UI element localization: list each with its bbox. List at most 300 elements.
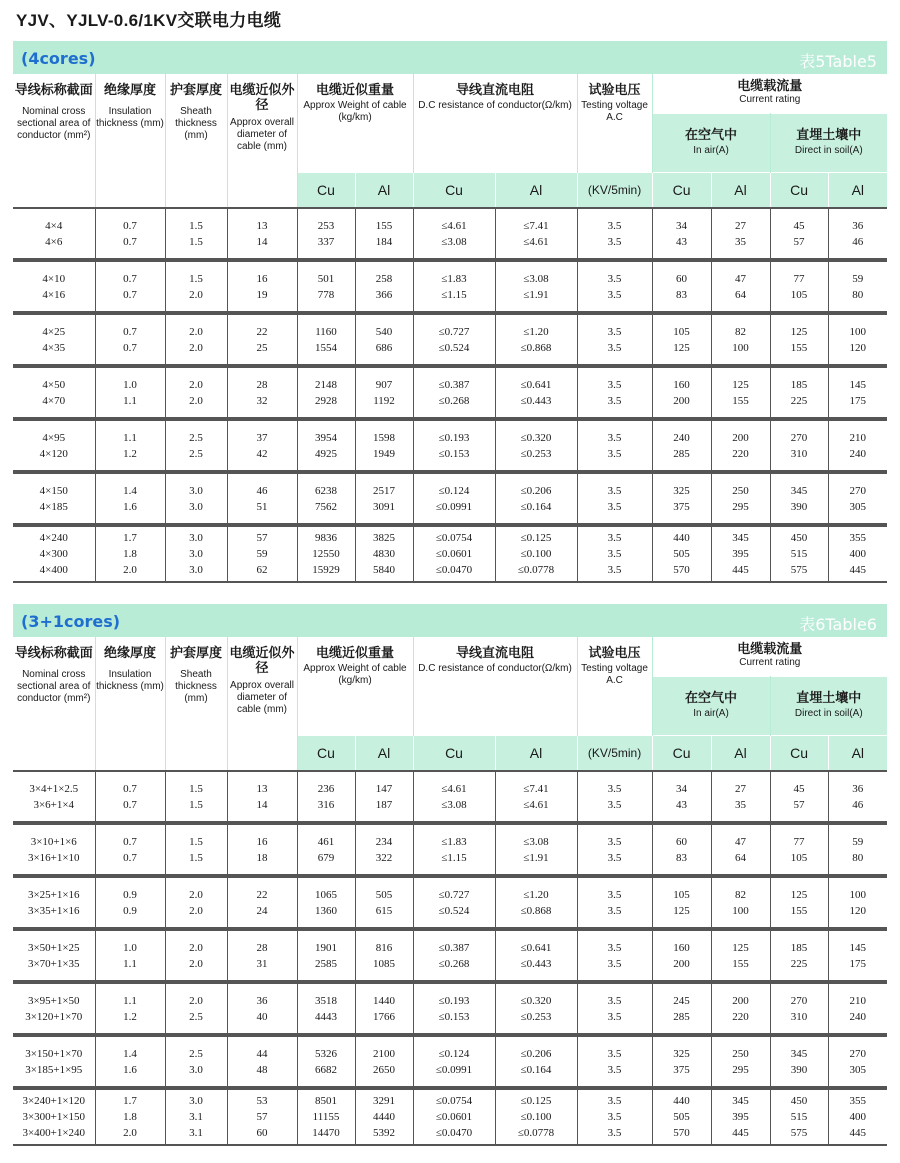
cell-resistance-al <box>495 313 577 366</box>
cell-value: 3.1 <box>189 1111 203 1123</box>
cell-value: 3.5 <box>607 904 622 917</box>
cell-value: 46 <box>852 798 864 811</box>
cell-value: 1766 <box>373 1010 395 1023</box>
cell-insulation <box>95 1035 165 1088</box>
cell-size <box>13 419 95 472</box>
cell-value: 64 <box>735 851 747 864</box>
cell-insulation <box>95 929 165 982</box>
table-number: 表5Table5 <box>799 52 877 71</box>
cell-value: ≤1.20 <box>523 888 549 901</box>
cell-value: ≤0.320 <box>520 431 552 444</box>
cell-value: 44 <box>256 1047 268 1060</box>
cell-value: 3.5 <box>607 1095 622 1107</box>
cell-sheath <box>165 982 227 1035</box>
cell-value: 450 <box>790 532 808 544</box>
cell-value: 3.5 <box>607 484 622 497</box>
cell-value: 125 <box>732 378 749 391</box>
cell-value: 24 <box>256 904 268 917</box>
cell-value: 2.0 <box>189 341 203 354</box>
cell-value: 400 <box>849 548 867 560</box>
cell-value: 3.5 <box>607 957 622 970</box>
cell-value: 147 <box>375 782 393 795</box>
header-size: 导线标称截面 Nominal cross sectional area of conductor (mm²) <box>13 637 95 771</box>
cell-weight-al <box>355 1088 413 1145</box>
cell-value: 505 <box>673 548 690 560</box>
cell-value: 53 <box>256 1095 268 1107</box>
cell-value: 245 <box>673 994 690 1007</box>
cell-value: ≤0.253 <box>520 1010 552 1023</box>
cell-value: 322 <box>375 851 393 864</box>
cell-value: 22 <box>256 888 268 901</box>
header-insulation: 绝缘厚度 Insulation thickness (mm) <box>95 637 165 771</box>
cell-soil-al <box>828 472 887 525</box>
cell-value: 80 <box>852 288 864 301</box>
cell-soil-cu <box>770 823 828 876</box>
cell-value: ≤0.153 <box>438 447 470 460</box>
cell-value: ≤4.61 <box>441 782 467 795</box>
cell-value: ≤0.0754 <box>435 532 473 544</box>
table-body <box>13 771 887 1145</box>
cell-resistance-cu <box>413 525 495 582</box>
cell-value: 3.0 <box>189 532 203 544</box>
cell-value: 15929 <box>312 564 340 576</box>
cell-value: 0.7 <box>123 798 137 811</box>
cell-diameter <box>227 823 297 876</box>
cell-resistance-cu <box>413 313 495 366</box>
cell-weight-cu <box>297 982 355 1035</box>
cell-value: 3.5 <box>607 888 622 901</box>
cell-value: 3×95+1×50 <box>27 994 80 1007</box>
header-al: Al <box>828 735 887 771</box>
cell-value: ≤0.868 <box>520 904 552 917</box>
cell-value: 3×70+1×35 <box>27 957 80 970</box>
header-cu: Cu <box>770 735 828 771</box>
header-diameter: 电缆近似外径 Approx overall diameter of cable (mm) <box>227 74 297 208</box>
cell-value: 105 <box>790 851 808 864</box>
cell-value: 3.5 <box>607 447 622 460</box>
cell-value: ≤0.206 <box>520 1047 552 1060</box>
cell-value: 1160 <box>315 325 337 338</box>
cell-value: 3.5 <box>607 1047 622 1060</box>
spec-table <box>13 637 887 1146</box>
cell-value: 3.5 <box>607 431 622 444</box>
cell-value: 11155 <box>312 1111 340 1123</box>
cell-value: 270 <box>849 1047 867 1060</box>
header-diameter: 电缆近似外径 Approx overall diameter of cable (mm) <box>227 637 297 771</box>
cell-value: ≤0.125 <box>520 1095 552 1107</box>
cell-resistance-cu <box>413 208 495 260</box>
cell-value: 310 <box>790 447 808 460</box>
header-cu: Cu <box>413 735 495 771</box>
cell-air-al <box>711 313 770 366</box>
cell-resistance-cu <box>413 876 495 929</box>
cell-value: 125 <box>673 341 690 354</box>
cell-value: 3×120+1×70 <box>25 1010 83 1023</box>
header-voltage-unit: (KV/5min) <box>577 735 652 771</box>
cell-value: 45 <box>793 219 805 232</box>
cell-value: 1.5 <box>189 798 203 811</box>
cell-value: 22 <box>256 325 268 338</box>
cell-value: 1192 <box>373 394 395 407</box>
cell-value: ≤1.83 <box>441 835 467 848</box>
cell-value: 390 <box>790 500 808 513</box>
cell-weight-al <box>355 472 413 525</box>
cell-resistance-al <box>495 823 577 876</box>
cell-resistance-al <box>495 982 577 1035</box>
cell-diameter <box>227 1035 297 1088</box>
cell-value: ≤0.524 <box>438 904 470 917</box>
cell-weight-cu <box>297 525 355 582</box>
cell-value: 2.0 <box>189 288 203 301</box>
cell-value: 345 <box>732 1095 749 1107</box>
cell-voltage <box>577 313 652 366</box>
cell-value: 615 <box>375 904 393 917</box>
cell-resistance-cu <box>413 1035 495 1088</box>
cell-air-cu <box>652 823 711 876</box>
cell-value: ≤0.0470 <box>435 1127 473 1139</box>
cell-value: 42 <box>256 447 268 460</box>
cell-soil-al <box>828 419 887 472</box>
cell-value: 310 <box>790 1010 808 1023</box>
spec-table <box>13 74 887 583</box>
cell-size <box>13 313 95 366</box>
cell-weight-al <box>355 929 413 982</box>
table-row <box>13 472 887 525</box>
cell-value: 45 <box>793 782 805 795</box>
cell-value: 210 <box>849 994 867 1007</box>
table-caption <box>13 604 887 637</box>
header-insulation: 绝缘厚度 Insulation thickness (mm) <box>95 74 165 208</box>
cell-value: 155 <box>732 394 749 407</box>
cell-value: 400 <box>849 1111 867 1123</box>
cell-value: 145 <box>849 941 867 954</box>
cell-value: 3518 <box>315 994 337 1007</box>
table-row <box>13 982 887 1035</box>
cell-insulation <box>95 366 165 419</box>
cell-value: 345 <box>732 532 749 544</box>
cell-voltage <box>577 366 652 419</box>
cell-value: 155 <box>375 219 393 232</box>
cell-value: ≤0.727 <box>438 325 470 338</box>
cell-air-al <box>711 1088 770 1145</box>
cell-value: 1.8 <box>123 548 137 560</box>
cell-value: ≤0.868 <box>520 341 552 354</box>
cell-value: 0.7 <box>123 782 137 795</box>
cell-value: 3.0 <box>189 564 203 576</box>
header-air: 在空气中 In air(A) <box>652 113 770 172</box>
header-al: Al <box>711 172 770 208</box>
cell-value: 295 <box>732 500 749 513</box>
cell-value: ≤1.91 <box>523 851 549 864</box>
cell-air-al <box>711 982 770 1035</box>
cell-value: 83 <box>676 851 688 864</box>
cell-sheath <box>165 208 227 260</box>
cell-value: 47 <box>735 835 747 848</box>
cell-value: 4×95 <box>42 431 66 444</box>
cell-value: 3.5 <box>607 325 622 338</box>
cell-value: 34 <box>676 782 688 795</box>
cell-diameter <box>227 472 297 525</box>
cell-value: 3×240+1×120 <box>22 1095 86 1107</box>
cell-value: 145 <box>849 378 867 391</box>
cell-soil-cu <box>770 982 828 1035</box>
cell-value: 0.9 <box>123 904 137 917</box>
cell-value: 3×10+1×6 <box>30 835 77 848</box>
cell-value: 2148 <box>315 378 337 391</box>
cell-voltage <box>577 419 652 472</box>
cell-value: ≤4.61 <box>523 798 549 811</box>
cell-value: ≤0.0601 <box>435 1111 473 1123</box>
cell-value: 59 <box>256 548 268 560</box>
header-cu: Cu <box>297 735 355 771</box>
cell-soil-cu <box>770 771 828 823</box>
cell-value: 3×50+1×25 <box>27 941 80 954</box>
cell-weight-cu <box>297 260 355 313</box>
cell-value: 64 <box>735 288 747 301</box>
cell-value: 2.0 <box>189 941 203 954</box>
cell-value: 0.7 <box>123 219 137 232</box>
cell-value: 501 <box>317 272 335 285</box>
cell-weight-cu <box>297 1035 355 1088</box>
cell-value: 0.7 <box>123 341 137 354</box>
cell-value: 77 <box>793 272 805 285</box>
cell-value: 175 <box>849 394 867 407</box>
cell-value: 505 <box>375 888 393 901</box>
cell-weight-al <box>355 1035 413 1088</box>
cell-value: 4×300 <box>39 548 68 560</box>
cell-soil-cu <box>770 525 828 582</box>
header-cu: Cu <box>652 735 711 771</box>
cell-value: 1.6 <box>123 1063 137 1076</box>
cell-voltage <box>577 472 652 525</box>
cell-value: 3.5 <box>607 548 622 560</box>
cell-resistance-al <box>495 472 577 525</box>
cell-resistance-al <box>495 419 577 472</box>
cell-value: 240 <box>849 1010 867 1023</box>
cell-value: 3.5 <box>607 288 622 301</box>
cell-value: 6682 <box>315 1063 337 1076</box>
cell-air-cu <box>652 982 711 1035</box>
cell-value: 450 <box>790 1095 808 1107</box>
cell-weight-cu <box>297 876 355 929</box>
cell-value: 0.7 <box>123 851 137 864</box>
cell-value: 345 <box>790 1047 808 1060</box>
cell-value: 60 <box>676 272 688 285</box>
cell-value: 200 <box>732 994 749 1007</box>
header-al: Al <box>495 172 577 208</box>
cell-value: 234 <box>375 835 393 848</box>
cell-value: ≤0.253 <box>520 447 552 460</box>
cell-weight-cu <box>297 1088 355 1145</box>
cell-value: ≤0.164 <box>520 500 552 513</box>
cell-air-cu <box>652 525 711 582</box>
cell-soil-cu <box>770 1088 828 1145</box>
cell-value: 83 <box>676 288 688 301</box>
cell-value: 1.5 <box>189 782 203 795</box>
cell-soil-al <box>828 366 887 419</box>
cell-value: ≤0.0991 <box>435 1063 473 1076</box>
cell-voltage <box>577 982 652 1035</box>
cell-insulation <box>95 1088 165 1145</box>
table-row <box>13 208 887 260</box>
table-row <box>13 771 887 823</box>
cell-diameter <box>227 876 297 929</box>
header-air: 在空气中 In air(A) <box>652 676 770 735</box>
cell-value: 155 <box>790 341 808 354</box>
cell-diameter <box>227 1088 297 1145</box>
cell-value: 13 <box>256 219 268 232</box>
cell-size <box>13 771 95 823</box>
cell-size <box>13 876 95 929</box>
cell-value: ≤0.100 <box>520 1111 552 1123</box>
cell-air-cu <box>652 260 711 313</box>
cell-value: ≤1.20 <box>523 325 549 338</box>
cell-value: 240 <box>849 447 867 460</box>
cell-value: 3.5 <box>607 782 622 795</box>
cell-sheath <box>165 823 227 876</box>
cell-voltage <box>577 1088 652 1145</box>
cell-value: 80 <box>852 851 864 864</box>
cell-diameter <box>227 982 297 1035</box>
header-soil: 直埋土壤中 Direct in soil(A) <box>770 113 887 172</box>
cell-soil-cu <box>770 472 828 525</box>
cell-value: 390 <box>790 1063 808 1076</box>
header-row <box>13 74 887 113</box>
cell-value: ≤0.100 <box>520 548 552 560</box>
cell-size <box>13 982 95 1035</box>
cell-value: 270 <box>849 484 867 497</box>
cell-soil-cu <box>770 419 828 472</box>
cell-value: 120 <box>849 341 867 354</box>
cell-soil-cu <box>770 313 828 366</box>
cell-value: ≤0.193 <box>438 994 470 1007</box>
cell-size <box>13 525 95 582</box>
cell-value: 40 <box>256 1010 268 1023</box>
cell-value: 295 <box>732 1063 749 1076</box>
cell-soil-al <box>828 876 887 929</box>
cell-value: 2.0 <box>189 888 203 901</box>
cell-value: 8501 <box>315 1095 337 1107</box>
cell-value: ≤0.206 <box>520 484 552 497</box>
header-voltage-unit: (KV/5min) <box>577 172 652 208</box>
cell-value: 185 <box>790 378 808 391</box>
cell-resistance-al <box>495 1035 577 1088</box>
cell-value: 3.5 <box>607 219 622 232</box>
cell-value: 395 <box>732 1111 749 1123</box>
cell-value: 4×50 <box>42 378 66 391</box>
cell-diameter <box>227 366 297 419</box>
cell-value: 3091 <box>373 500 395 513</box>
cell-diameter <box>227 419 297 472</box>
cell-resistance-cu <box>413 260 495 313</box>
cell-value: ≤0.268 <box>438 394 470 407</box>
cell-value: 1.4 <box>123 484 137 497</box>
cell-value: ≤7.41 <box>523 782 549 795</box>
header-al: Al <box>828 172 887 208</box>
cell-value: ≤3.08 <box>523 272 549 285</box>
cell-value: 2.5 <box>189 1047 203 1060</box>
cell-value: 1085 <box>373 957 395 970</box>
cell-insulation <box>95 208 165 260</box>
cell-value: 305 <box>849 1063 867 1076</box>
cell-value: 105 <box>673 325 690 338</box>
header-al: Al <box>711 735 770 771</box>
cell-value: 220 <box>732 447 749 460</box>
cell-value: 575 <box>790 564 808 576</box>
cell-air-al <box>711 472 770 525</box>
cell-voltage <box>577 823 652 876</box>
cell-value: 225 <box>790 394 808 407</box>
cell-voltage <box>577 1035 652 1088</box>
cell-value: 445 <box>732 564 749 576</box>
cell-sheath <box>165 366 227 419</box>
table-row <box>13 876 887 929</box>
cell-value: 270 <box>790 431 808 444</box>
cell-value: 32 <box>256 394 268 407</box>
cell-value: 305 <box>849 500 867 513</box>
cell-air-al <box>711 929 770 982</box>
cell-value: 355 <box>849 532 867 544</box>
cell-value: 2100 <box>373 1047 395 1060</box>
cell-soil-al <box>828 313 887 366</box>
cell-value: 461 <box>317 835 335 848</box>
cell-value: 540 <box>375 325 393 338</box>
cell-soil-cu <box>770 929 828 982</box>
cell-value: 1.1 <box>123 431 137 444</box>
cell-value: 1.0 <box>123 941 137 954</box>
cell-value: 125 <box>790 325 808 338</box>
cell-voltage <box>577 771 652 823</box>
cell-value: ≤0.387 <box>438 378 470 391</box>
cell-value: 3.0 <box>189 500 203 513</box>
cell-size <box>13 260 95 313</box>
cell-weight-al <box>355 982 413 1035</box>
cell-value: 2585 <box>315 957 337 970</box>
cell-value: 679 <box>317 851 335 864</box>
cell-value: 2.5 <box>189 431 203 444</box>
cell-value: 1.6 <box>123 500 137 513</box>
cell-value: 3.5 <box>607 272 622 285</box>
cell-weight-al <box>355 419 413 472</box>
cell-value: 3.0 <box>189 1095 203 1107</box>
cell-soil-al <box>828 929 887 982</box>
cell-value: ≤1.15 <box>441 851 467 864</box>
cell-value: 3.5 <box>607 532 622 544</box>
cell-value: 1598 <box>373 431 395 444</box>
cell-resistance-cu <box>413 982 495 1035</box>
cell-value: 907 <box>375 378 393 391</box>
cell-resistance-al <box>495 525 577 582</box>
header-size: 导线标称截面 Nominal cross sectional area of conductor (mm²) <box>13 74 95 208</box>
cell-value: 3.5 <box>607 835 622 848</box>
cell-resistance-al <box>495 208 577 260</box>
cell-value: 1554 <box>315 341 337 354</box>
cell-value: 4×400 <box>39 564 68 576</box>
cell-value: 3.5 <box>607 378 622 391</box>
cell-value: ≤1.91 <box>523 288 549 301</box>
cell-soil-al <box>828 823 887 876</box>
cell-resistance-cu <box>413 823 495 876</box>
table-row <box>13 929 887 982</box>
cell-sheath <box>165 313 227 366</box>
cell-value: 5840 <box>373 564 395 576</box>
cell-air-cu <box>652 208 711 260</box>
cell-value: 345 <box>790 484 808 497</box>
cell-value: 253 <box>317 219 335 232</box>
cell-value: 3×4+1×2.5 <box>29 782 79 795</box>
cell-value: 816 <box>375 941 393 954</box>
cell-value: 325 <box>673 484 690 497</box>
